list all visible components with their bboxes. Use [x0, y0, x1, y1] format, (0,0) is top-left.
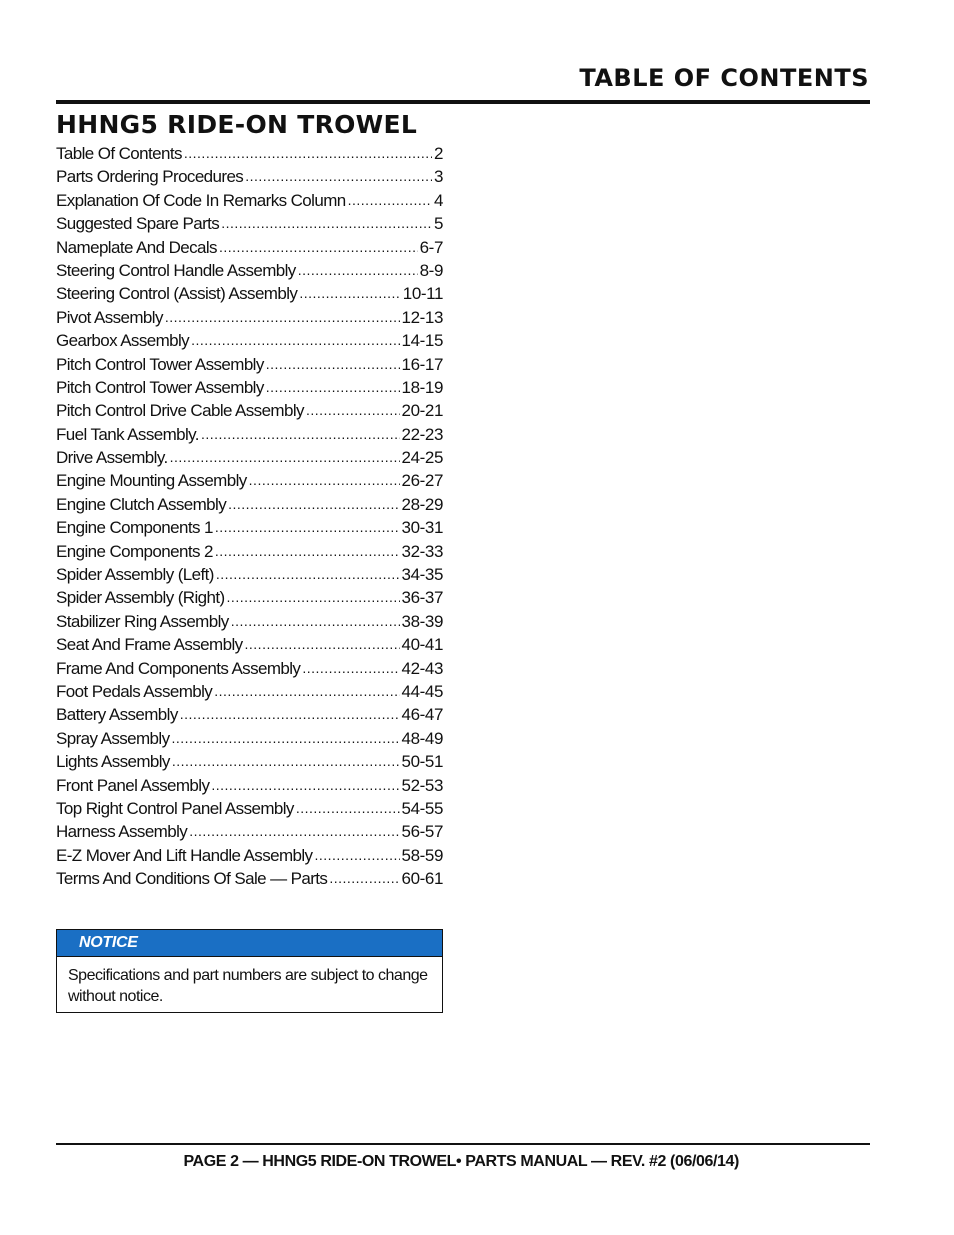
toc-entry-page: 48-49 — [401, 728, 443, 748]
toc-entry — [56, 165, 443, 188]
toc-entry-title: Harness Assembly — [56, 822, 188, 842]
toc-leader-dots — [184, 142, 432, 159]
toc-entry-page: 56-57 — [401, 822, 443, 842]
toc-entry-title: Gearbox Assembly — [56, 331, 190, 351]
toc-entry-page: 58-59 — [401, 845, 443, 865]
toc-entry — [56, 469, 443, 492]
toc-leader-dots — [215, 516, 400, 533]
toc-entry-title: E-Z Mover And Lift Handle Assembly — [56, 845, 313, 865]
toc-entry — [56, 610, 443, 633]
toc-leader-dots — [180, 703, 400, 720]
toc-entry-title: Suggested Spare Parts — [56, 214, 220, 234]
toc-entry — [56, 727, 443, 750]
toc-entry-page: 50-51 — [401, 752, 443, 772]
toc-entry-page: 60-61 — [401, 869, 443, 889]
toc-entry — [56, 423, 443, 446]
toc-entry-page: 5 — [433, 214, 443, 234]
toc-entry — [56, 212, 443, 235]
toc-entry — [56, 774, 443, 797]
toc-entry-page: 40-41 — [401, 635, 443, 655]
toc-entry-page: 32-33 — [401, 541, 443, 561]
toc-entry — [56, 446, 443, 469]
toc-entry-title: Engine Mounting Assembly — [56, 471, 247, 491]
toc-entry-title: Parts Ordering Procedures — [56, 167, 244, 187]
toc-leader-dots — [228, 493, 399, 510]
toc-entry — [56, 633, 443, 656]
toc-entry-page: 42-43 — [401, 658, 443, 678]
toc-entry-page: 46-47 — [401, 705, 443, 725]
toc-leader-dots — [314, 844, 399, 861]
toc-leader-dots — [172, 750, 400, 767]
toc-entry — [56, 797, 443, 820]
table-of-contents — [56, 142, 443, 891]
toc-entry-page: 54-55 — [401, 798, 443, 818]
toc-entry-title: Steering Control Handle Assembly — [56, 260, 296, 280]
toc-leader-dots — [245, 165, 432, 182]
toc-entry-title: Pitch Control Tower Assembly — [56, 377, 264, 397]
toc-entry-title: Front Panel Assembly — [56, 775, 210, 795]
toc-entry-title: Pitch Control Tower Assembly — [56, 354, 264, 374]
section-title: TABLE OF CONTENTS — [579, 64, 869, 92]
toc-leader-dots — [348, 189, 432, 206]
toc-entry — [56, 282, 443, 305]
toc-entry-page: 44-45 — [401, 681, 443, 701]
toc-entry-title: Pitch Control Drive Cable Assembly — [56, 401, 304, 421]
toc-entry — [56, 142, 443, 165]
toc-entry-title: Lights Assembly — [56, 752, 170, 772]
toc-entry — [56, 236, 443, 259]
toc-entry-title: Seat And Frame Assembly — [56, 635, 243, 655]
toc-entry — [56, 353, 443, 376]
toc-entry — [56, 189, 443, 212]
document-title: HHNG5 RIDE-ON TROWEL — [56, 110, 418, 139]
toc-entry — [56, 399, 443, 422]
toc-entry — [56, 306, 443, 329]
toc-leader-dots — [227, 586, 400, 603]
toc-entry — [56, 867, 443, 890]
toc-leader-dots — [189, 820, 399, 837]
toc-entry-page: 2 — [433, 144, 443, 163]
toc-leader-dots — [216, 563, 400, 580]
toc-leader-dots — [306, 399, 400, 416]
toc-entry-title: Terms And Conditions Of Sale — Parts — [56, 869, 328, 889]
toc-leader-dots — [298, 259, 418, 276]
notice-box — [56, 929, 443, 1013]
toc-entry-page: 6-7 — [419, 237, 443, 257]
toc-entry-title: Explanation Of Code In Remarks Column — [56, 190, 346, 210]
toc-entry-page: 8-9 — [419, 260, 443, 280]
toc-leader-dots — [191, 329, 399, 346]
toc-entry-page: 18-19 — [401, 377, 443, 397]
toc-leader-dots — [266, 376, 400, 393]
toc-entry — [56, 820, 443, 843]
toc-leader-dots — [266, 353, 400, 370]
toc-entry-page: 12-13 — [401, 307, 443, 327]
toc-entry — [56, 376, 443, 399]
toc-entry-title: Table Of Contents — [56, 144, 182, 163]
toc-entry — [56, 259, 443, 282]
toc-entry-page: 36-37 — [401, 588, 443, 608]
toc-entry-title: Stabilizer Ring Assembly — [56, 611, 229, 631]
toc-entry — [56, 329, 443, 352]
toc-entry-title: Battery Assembly — [56, 705, 178, 725]
toc-entry-page: 3 — [433, 167, 443, 187]
toc-entry-title: Engine Components 1 — [56, 518, 213, 538]
toc-entry-title: Spider Assembly (Left) — [56, 565, 214, 585]
toc-entry-page: 24-25 — [401, 448, 443, 468]
toc-entry — [56, 586, 443, 609]
toc-leader-dots — [170, 446, 400, 463]
toc-entry — [56, 750, 443, 773]
toc-entry-page: 38-39 — [401, 611, 443, 631]
toc-leader-dots — [214, 680, 399, 697]
toc-entry-page: 34-35 — [401, 565, 443, 585]
toc-leader-dots — [249, 469, 400, 486]
toc-leader-dots — [165, 306, 400, 323]
toc-entry-title: Nameplate And Decals — [56, 237, 217, 257]
toc-entry-page: 14-15 — [401, 331, 443, 351]
notice-label: NOTICE — [79, 934, 138, 951]
toc-leader-dots — [231, 610, 400, 627]
toc-entry — [56, 844, 443, 867]
toc-entry-title: Steering Control (Assist) Assembly — [56, 284, 298, 304]
toc-entry — [56, 540, 443, 563]
toc-entry-title: Pivot Assembly — [56, 307, 163, 327]
toc-entry-page: 10-11 — [402, 284, 443, 304]
toc-entry-page: 30-31 — [401, 518, 443, 538]
toc-entry-title: Drive Assembly. — [56, 448, 168, 468]
toc-entry-title: Top Right Control Panel Assembly — [56, 798, 294, 818]
toc-entry-title: Engine Components 2 — [56, 541, 213, 561]
toc-leader-dots — [211, 774, 399, 791]
notice-text: Specifications and part numbers are subject to change without notice. — [68, 967, 428, 1005]
toc-entry — [56, 516, 443, 539]
toc-entry-title: Engine Clutch Assembly — [56, 494, 227, 514]
notice-header — [57, 930, 442, 957]
toc-entry-page: 16-17 — [401, 354, 443, 374]
toc-leader-dots — [302, 657, 399, 674]
toc-entry-page: 52-53 — [401, 775, 443, 795]
toc-leader-dots — [329, 867, 399, 884]
toc-entry — [56, 493, 443, 516]
toc-leader-dots — [171, 727, 399, 744]
toc-entry — [56, 563, 443, 586]
page-footer: PAGE 2 — HHNG5 RIDE-ON TROWEL• PARTS MANUAL — REV. #2 (06/06/14) — [183, 1153, 739, 1170]
toc-leader-dots — [245, 633, 400, 650]
toc-entry-title: Foot Pedals Assembly — [56, 681, 213, 701]
toc-entry-page: 22-23 — [401, 424, 443, 444]
toc-entry-title: Spider Assembly (Right) — [56, 588, 225, 608]
toc-leader-dots — [221, 212, 432, 229]
toc-entry-title: Spray Assembly — [56, 728, 170, 748]
toc-entry-page: 28-29 — [401, 494, 443, 514]
toc-entry — [56, 703, 443, 726]
toc-entry — [56, 657, 443, 680]
toc-entry-page: 20-21 — [401, 401, 443, 421]
toc-entry-title: Frame And Components Assembly — [56, 658, 301, 678]
toc-entry-page: 26-27 — [401, 471, 443, 491]
header-rule — [56, 100, 870, 104]
toc-entry — [56, 680, 443, 703]
toc-leader-dots — [296, 797, 400, 814]
toc-leader-dots — [201, 423, 400, 440]
toc-leader-dots — [215, 540, 400, 557]
toc-leader-dots — [299, 282, 400, 299]
toc-leader-dots — [219, 236, 418, 253]
toc-entry-page: 4 — [433, 190, 443, 210]
footer-rule — [56, 1143, 870, 1145]
toc-entry-title: Fuel Tank Assembly. — [56, 424, 199, 444]
